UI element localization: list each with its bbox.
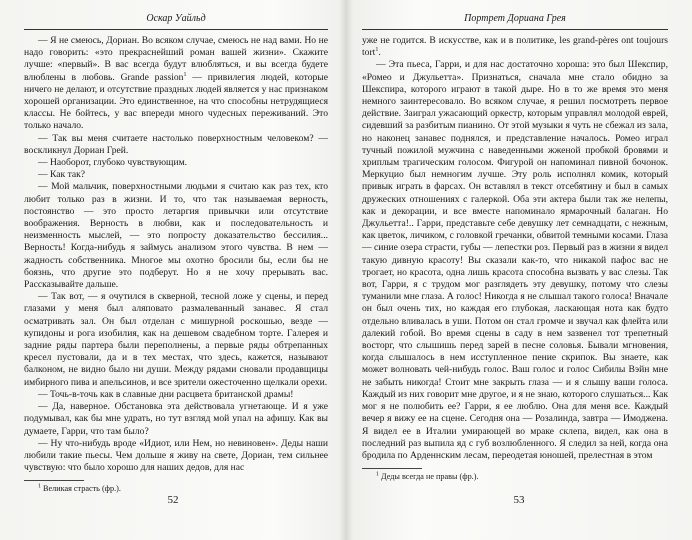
paragraph <box>24 133 328 157</box>
running-header-right: Портрет Дориана Грея <box>362 13 668 30</box>
running-header-left: Оскар Уайльд <box>24 13 328 30</box>
paragraph-text: — Я не смеюсь, Дориан. Во всяком случае, смеюсь не над вами. Но не надо говорить: «это прекраснейший роман вашей жизни». Скажите лучше: «первый». В вас всегда будут влюбляться, и вы всегда будете влюблены в любовь. Grande passion <box>24 35 328 83</box>
paragraph <box>24 181 328 291</box>
paragraph-text: — Эта пьеса, Гарри, и для нас достаточно хороша: это был Шекспир, «Ромео и Джульетта». Признаться, сначала мне стало обидно за Шекспира, которого играют в такой дыре. Но в то же время это меня немного заинтересовало. Во всяком случае, я решил посмотреть первое действие. Заиграл ужасающий оркестр, которым управлял молодой еврей, сидевший за разбитым пианино. От этой музыки я чуть не сбежал из зала, но наконец занавес поднялся, и представление началось. Ромео играл тучный пожилой мужчина с наведенными жженой пробкой бровями и хриплым трагическим голосом. Фигурой он напоминал пивной бочонок. Меркуцио был немногим лучше. Эту роль исполнял комик, который привык играть в фарсах. Он вставлял в текст отсебятину и был в самых дружеских отношениях с галеркой. Оба эти актера были так же нелепы, как и декорации, и все вместе напоминало ярмарочный балаган. Но Джульетта!.. Гарри, представьте себе девушку лет семнадцати, с нежным, как цветок, личиком, с головкой гречанки, обвитой темными косами. Глаза — синие озера страсти, губы — лепестки роз. Первый раз в жизни я видел такую дивную красоту! Вы сказали как-то, что никакой пафос вас не трогает, но красота, одна лишь красота способна вызвать у вас слезы. Так вот, Гарри, я с трудом мог разглядеть эту девушку, потому что слезы туманили мне глаза. А голос! Никогда я не слышал такого голоса! Вначале он был очень тих, но каждая его глубокая, ласкающая нота как будто отдельно вливалась в уши. Потом он стал громче и звучал как флейта или далекий гобой. Во время сцены в саду в нем зазвенел тот трепетный восторг, что слышишь перед зарей в песне соловья. Бывали мгновения, когда слышалось в нем исступленное пение скрипок. Вы знаете, как может волновать чей-нибудь голос. Ваш голос и голос Сибилы Вэйн мне не забыть никогда! Стоит мне закрыть глаза — и я слышу ваши голоса. Каждый из них говорит мне другое, и я не знаю, которого слушаться... Как мог я не полюбить ее? Гарри, я ее люблю. Она для меня все. Каждый вечер я вижу ее на сцене. Сегодня она — Розалинда, завтра — Имоджена. Я видел ее в Италии умирающей во мраке склепа, видел, как она в последний раз выпила яд с губ возлюбленного. Я следил за ней, когда она бродила по Арденнским лесам, переодетая юношей, прелестная в этом <box>362 59 668 461</box>
right-page <box>346 0 692 540</box>
footnote-rule-left <box>24 480 84 481</box>
paragraph-text: уже не годится. В искусстве, как и в политике, les grand-pères ont toujours tort <box>362 35 668 59</box>
paragraph <box>362 59 668 462</box>
footnote-left <box>24 484 328 494</box>
paragraph <box>24 35 328 133</box>
footnote-text: Деды всегда не правы (фр.). <box>381 472 479 482</box>
paragraph-text: — Так вы меня считаете настолько поверхностным человеком? — воскликнул Дориан Грей. <box>24 132 328 156</box>
footnote-mark: 1 <box>376 471 379 478</box>
paragraph <box>24 438 328 475</box>
paragraph <box>24 157 328 169</box>
footnote-rule-right <box>362 468 422 469</box>
page-number-left: 52 <box>167 494 179 506</box>
paragraph-text: — Точь-в-точь как в славные дни расцвета британской драмы! <box>38 388 294 400</box>
right-page-body <box>362 35 668 462</box>
paragraph-text: — Так вот, — я очутился в скверной, тесной ложе у сцены, и перед глазами у меня был аляповато размалеванный занавес. Я стал осматривать зал. Он был отделан с мишурной роскошью, везде — купидоны и рога изобилия, как на дешевом свадебном торте. Галерея и задние ряды партера были переполнены, а первые ряды обтрепанных кресел пустовали, да и в тех местах, что здесь, кажется, называют балконом, не видно было ни души. Между рядами сновали продавщицы имбирного пива и апельсинов, и все зрители ожесточенно щелкали орехи. <box>24 291 328 388</box>
footnote-text: Великая страсть (фр.). <box>43 484 121 494</box>
footnote-ref: 1 <box>375 47 379 54</box>
paragraph-text-tail: — привилегия людей, которые ничего не делают, и отсутствие праздных людей является у нас признаком хорошей организации. Это единственное, на что способны нетрудящиеся классы. Не бойтесь, у вас впереди много чудесных переживаний. Это только начало. <box>24 71 328 132</box>
paragraph <box>24 291 328 389</box>
paragraph <box>24 401 328 438</box>
paragraph <box>24 169 328 181</box>
paragraph-text: — Да, наверное. Обстановка эта действовала угнетающе. И я уже подумывал, как бы мне удрать, но тут взгляд мой упал на афишу. Как вы думаете, Гарри, что там было? <box>24 401 328 437</box>
footnote-ref: 1 <box>183 71 187 78</box>
paragraph-text: — Наоборот, глубоко чувствующим. <box>38 157 188 169</box>
paragraph <box>24 389 328 401</box>
footnote-mark: 1 <box>38 483 41 490</box>
paragraph-text: — Как так? <box>38 169 86 181</box>
left-page-body <box>24 35 328 474</box>
paragraph-text: — Мой мальчик, поверхностными людьми я считаю как раз тех, кто любит только раз в жизни. И то, что так называемая верность, постоянство — это просто летаргия привычки или отсутствие воображения. Верность в любви, как и последовательность и неизменность мыслей, — это попросту доказательство бессилия... Верность! Когда-нибудь я займусь анализом этого чувства. В нем — жадность собственника. Многое мы охотно бросили бы, если бы не боязнь, что другие это подберут. Но я не хочу прерывать вас. Рассказывайте дальше. <box>24 181 328 291</box>
page-number-right: 53 <box>513 494 525 506</box>
paragraph-text: — Ну что-нибудь вроде «Идиот, или Нем, но невиновен». Деды наши любили такие пьесы. Чем дольше я живу на свете, Дориан, тем сильнее чувствую: что было хорошо для наших дедов, для нас <box>24 437 328 474</box>
paragraph <box>362 35 668 59</box>
footnote-right <box>362 472 668 482</box>
paragraph-text-tail: . <box>378 47 381 59</box>
